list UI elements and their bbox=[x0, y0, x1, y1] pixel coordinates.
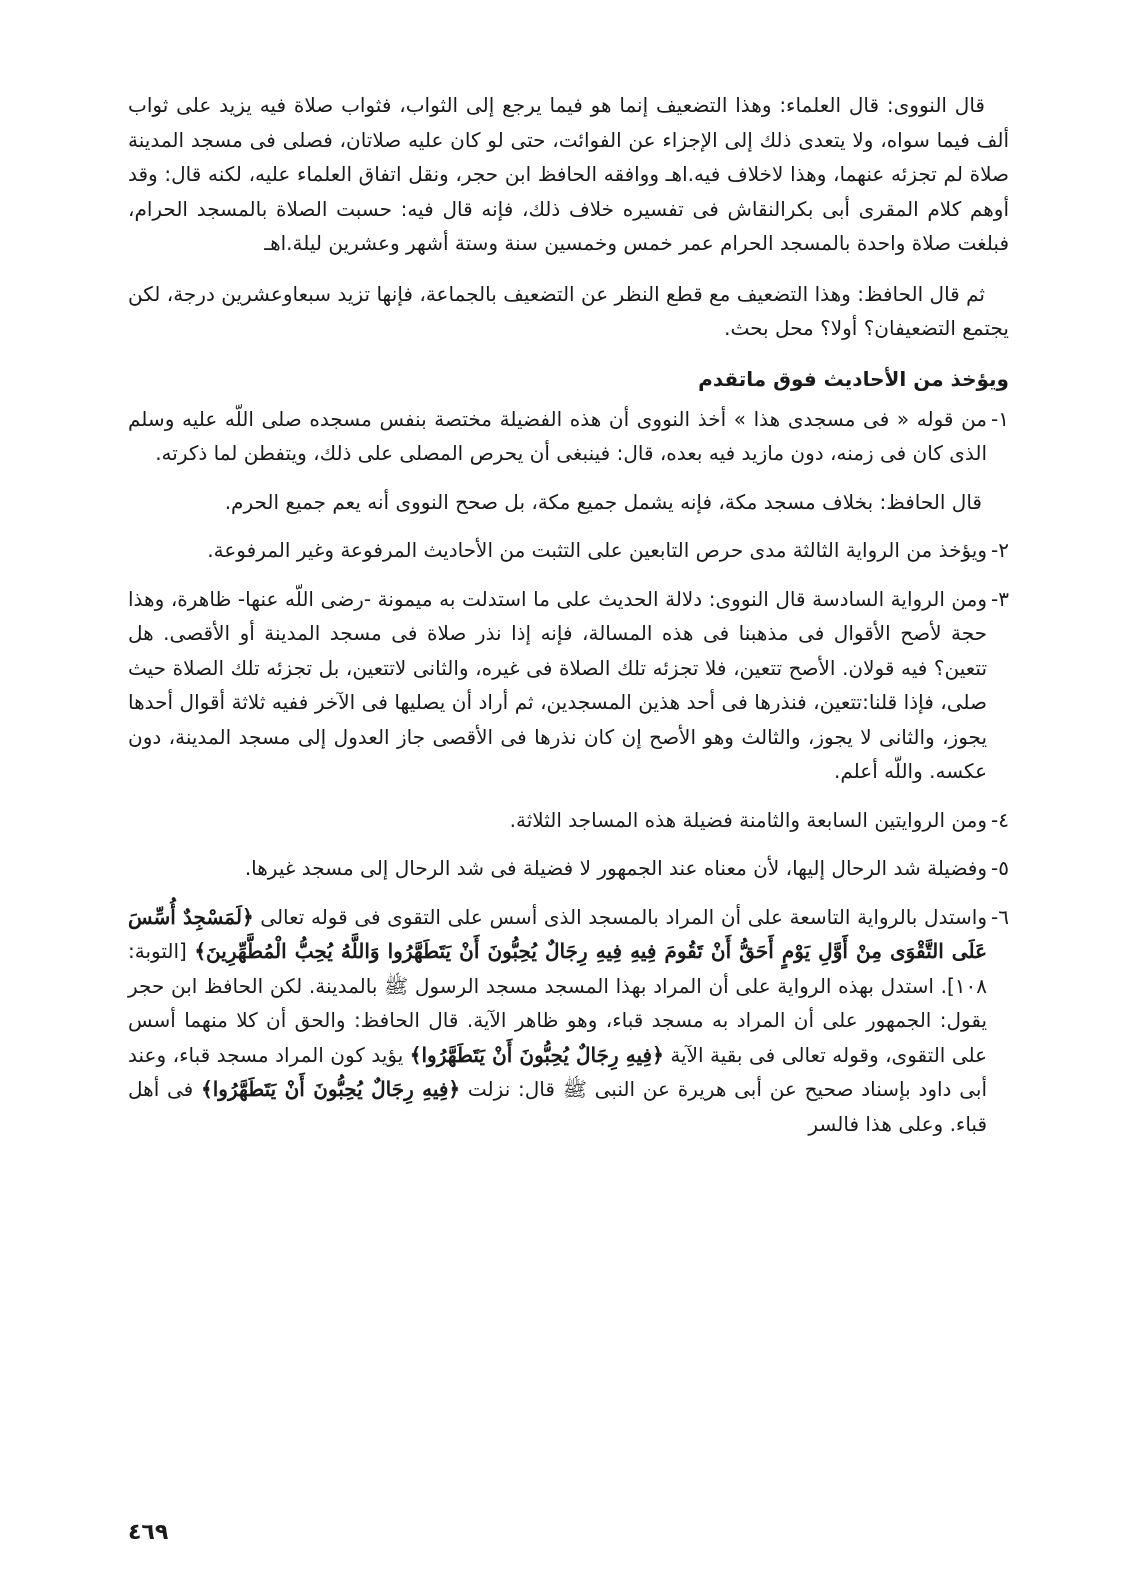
item-body bbox=[128, 402, 987, 471]
paragraph-hafiz-jamaa: ثم قال الحافظ: وهذا التضعيف مع قطع النظر عن التضعيف بالجماعة، فإنها تزيد سبعاوعشرين درجة، لكن يجتمع التضعيفان؟ أولا؟ محل بحث. bbox=[128, 281, 1009, 340]
item-body bbox=[128, 851, 987, 886]
page-number: ٤٦٩ bbox=[128, 1520, 169, 1545]
paragraph-nawawi-tadif: قال النووى: قال العلماء: وهذا التضعيف إنما هو فيما يرجع إلى الثواب، فثواب صلاة فيه يزيد على ثواب ألف فيما سواه، ولا يتعدى ذلك إلى الإجزاء عن الفوائت، حتى لو كان عليه صلاتان، فصلى فى مسجد المدينة صلاة لم تجزئه عنهما، وهذا لاخلاف فيه.اهـ ووافقه الحافظ ابن حجر، ونقل اتفاق العلماء عليه، لكنه قال: وقد أوهم كلام المقرى أبى بكرالنقاش فى تفسيره خلاف ذلك، فإنه قال فيه: حسبت الصلاة بالمسجد الحرام، فبلغت صلاة واحدة بالمسجد الحرام عمر خمس وخمسين سنة وستة أشهر وعشرين ليلة.اهـ bbox=[128, 93, 1009, 255]
item-text: وفضيلة شد الرحال إليها، لأن معناه عند الجمهور لا فضيلة فى شد الرحال إلى مسجد غيرها. bbox=[244, 856, 988, 880]
quran-verse: ﴿فِيهِ رِجَالٌ يُحِبُّونَ أَنْ يَتَطَهَّرُوا﴾ bbox=[409, 1042, 664, 1067]
item-number: ٥- bbox=[991, 856, 1009, 880]
list-item-5 bbox=[128, 851, 1009, 886]
item-body bbox=[128, 582, 987, 789]
item-text: من قوله « فى مسجدى هذا » أخذ النووى أن هذه الفضيلة مختصة بنفس مسجده صلى اللّه عليه وسلم الذى كان فى زمنه، دون مازيد فيه بعده، قال: فينبغى أن يحرص المصلى على ذلك، ويتفطن لما ذكرته. bbox=[128, 406, 988, 465]
item-text-part: فى أهل قباء. وعلى هذا فالسر bbox=[128, 1077, 988, 1136]
item-number: ٣- bbox=[991, 586, 1009, 611]
item-number: ٢- bbox=[991, 538, 1009, 562]
item-text-part: واستدل بالرواية التاسعة على أن المراد بالمسجد الذى أسس على التقوى فى قوله تعالى bbox=[260, 904, 988, 929]
quran-verse: ﴿لَمَسْجِدٌ أُسِّسَ عَلَى التَّقْوَى مِنْ أَوَّلِ يَوْمٍ أَحَقُّ أَنْ تَقُومَ فِيهِ فِيهِ رِجَالٌ يُحِبُّونَ أَنْ يَتَطَهَّرُوا وَاللَّهُ يُحِبُّ الْمُطَّهِّرِينَ﴾ bbox=[128, 904, 988, 963]
item-body bbox=[128, 533, 987, 568]
item-number: ١- bbox=[991, 406, 1009, 431]
quran-verse: ﴿فِيهِ رِجَالٌ يُحِبُّونَ أَنْ يَتَطَهَّرُوا﴾ bbox=[201, 1077, 461, 1101]
list-item-4 bbox=[128, 803, 1009, 838]
item-body bbox=[128, 900, 987, 1142]
item-text-part: [التوبة: ١٠٨]. استدل بهذه الرواية على أن المراد بهذا المسجد مسجد الرسول ﷺ بالمدينة. لكن الحافظ ابن حجر يقول: الجمهور على أن المراد به مسجد قباء، وهو ظاهر الآية. قال الحافظ: والحق أن كلا منهما أسس على التقوى، وقوله تعالى فى بقية الآية bbox=[128, 939, 988, 1067]
list-item-3 bbox=[128, 582, 1009, 789]
item-text: ومن الرواية السادسة قال النووى: دلالة الحديث على ما استدلت به ميمونة -رضى اللّه عنها- ظاهرة، وهذا حجة لأصح الأقوال فى مذهبنا فى هذه المسالة، فإنه إذا نذر صلاة فى مسجد المدينة أو الأقصى. هل تتعين؟ فيه قولان. الأصح تتعين، فلا تجزئه تلك الصلاة فى غيره، والثانى لاتتعين، بل تجزئه تلك الصلاة حيث صلى، فإذا قلنا:تتعين، فنذرها فى أحد هذين المسجدين، ثم أراد أن يصليها فى الآخر ففيه ثلاثة أقوال أحدها يجوز، والثانى لا يجوز، والثالث وهو الأصح إن كان نذرها فى الأقصى جاز العدول إلى مسجد المدينة، دون عكسه. واللّه أعلم. bbox=[128, 586, 988, 783]
item-text: ومن الروايتين السابعة والثامنة فضيلة هذه المساجد الثلاثة. bbox=[509, 807, 988, 832]
list-item-1 bbox=[128, 402, 1009, 471]
item-1-sub-paragraph: قال الحافظ: بخلاف مسجد مكة، فإنه يشمل جميع مكة، بل صحح النووى أنه يعم جميع الحرم. bbox=[224, 489, 982, 514]
section-heading: ويؤخذ من الأحاديث فوق ماتقدم bbox=[698, 366, 1009, 391]
item-number: ٤- bbox=[991, 807, 1009, 832]
item-text-part: يؤيد كون المراد مسجد قباء، وعند أبى داود بإسناد صحيح عن أبى هريرة عن النبى ﷺ قال: نزلت bbox=[128, 1042, 988, 1101]
list-item-2 bbox=[128, 533, 1009, 568]
item-text bbox=[128, 900, 987, 1142]
list-item-6 bbox=[128, 900, 1009, 1142]
item-number: ٦- bbox=[991, 904, 1009, 929]
item-text: ويؤخذ من الرواية الثالثة مدى حرص التابعين على التثبت من الأحاديث المرفوعة وغير المرفوعة. bbox=[207, 538, 988, 562]
item-body bbox=[128, 803, 987, 838]
